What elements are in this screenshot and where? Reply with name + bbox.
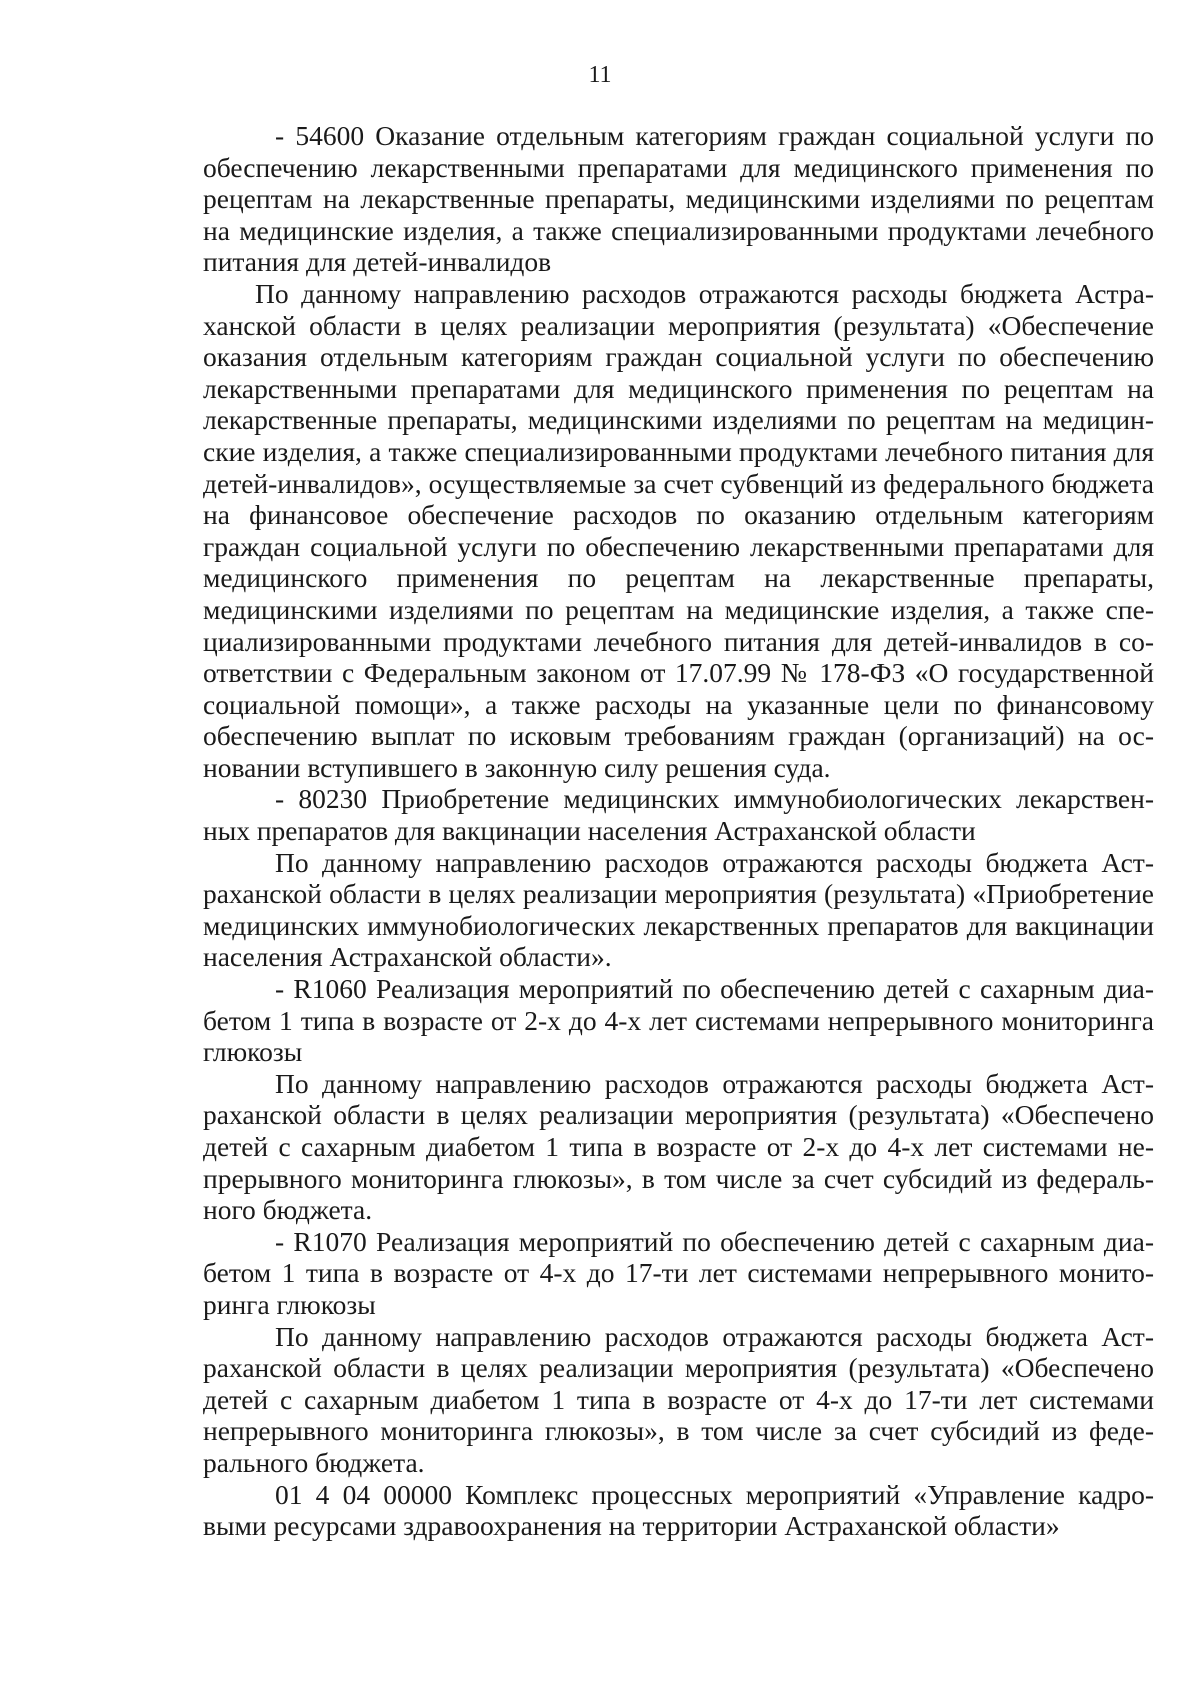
expense-description-54600: По данному направлению расходов отражаются расходы бюджета Астраханской области в целях реализации мероприятия (результата) «Обеспечение оказания отдельным категориям граждан социальной услуги по обеспечению лекарственными препаратами для медицинского применения по рецептам на лекарственные препараты, медицинскими изделиями по рецептам на медицинские изделия, а также специализированными продуктами лечебного питания для детей-инвалидов», осуществляемые за счет субвенций из федерального бюджета на финансовое обеспечение расходов по оказанию отдельным категориям граждан социальной услуги по обеспечению лекарственными препаратами для медицинского применения по рецептам на лекарственные препараты, медицинскими изделиями по рецептам на медицинские изделия, а также специализированными продуктами лечебного питания для детей-инвалидов в соответствии с Федеральным законом от 17.07.99 № 178-ФЗ «О государственной социальной помощи», а также расходы на указанные цели по финансовому обеспечению выплат по исковым требованиям граждан (организаций) на основании вступившего в законную силу решения суда.: [203, 277, 1154, 783]
expense-description-r1070: По данному направлению расходов отражаются расходы бюджета Астраханской области в целях реализации мероприятия (результата) «Обеспечено детей с сахарным диабетом 1 типа в возрасте от 4-х до 17-ти лет системами непрерывного мониторинга глюкозы», в том числе за счет субсидий из федерального бюджета.: [203, 1320, 1154, 1478]
page-number: 11: [588, 62, 612, 88]
expense-item-r1060: - R1060 Реализация мероприятий по обеспечению детей с сахарным диабетом 1 типа в возрасте от 2-х до 4-х лет системами непрерывного мониторинга глюкозы: [203, 973, 1154, 1068]
document-body: [203, 120, 1154, 1542]
expense-item-r1070: - R1070 Реализация мероприятий по обеспечению детей с сахарным диабетом 1 типа в возрасте от 4-х до 17-ти лет системами непрерывного мониторинга глюкозы: [203, 1225, 1154, 1320]
expense-description-80230: По данному направлению расходов отражаются расходы бюджета Астраханской области в целях реализации мероприятия (результата) «Приобретение медицинских иммунобиологических лекарственных препаратов для вакцинации населения Астраханской области».: [203, 846, 1154, 973]
expense-item-80230: - 80230 Приобретение медицинских иммунобиологических лекарственных препаратов для вакцинации населения Астраханской области: [203, 783, 1154, 847]
process-complex-heading: 01 4 04 00000 Комплекс процессных мероприятий «Управление кадровыми ресурсами здравоохранения на территории Астраханской области»: [203, 1478, 1154, 1542]
expense-description-r1060: По данному направлению расходов отражаются расходы бюджета Астраханской области в целях реализации мероприятия (результата) «Обеспечено детей с сахарным диабетом 1 типа в возрасте от 2-х до 4-х лет системами непрерывного мониторинга глюкозы», в том числе за счет субсидий из федерального бюджета.: [203, 1067, 1154, 1226]
expense-item-54600: - 54600 Оказание отдельным категориям граждан социальной услуги по обеспечению лекарственными препаратами для медицинского применения по рецептам на лекарственные препараты, медицинскими изделиями по рецептам на медицинские изделия, а также специализированными продуктами лечебного питания для детей-инвалидов: [203, 120, 1154, 278]
